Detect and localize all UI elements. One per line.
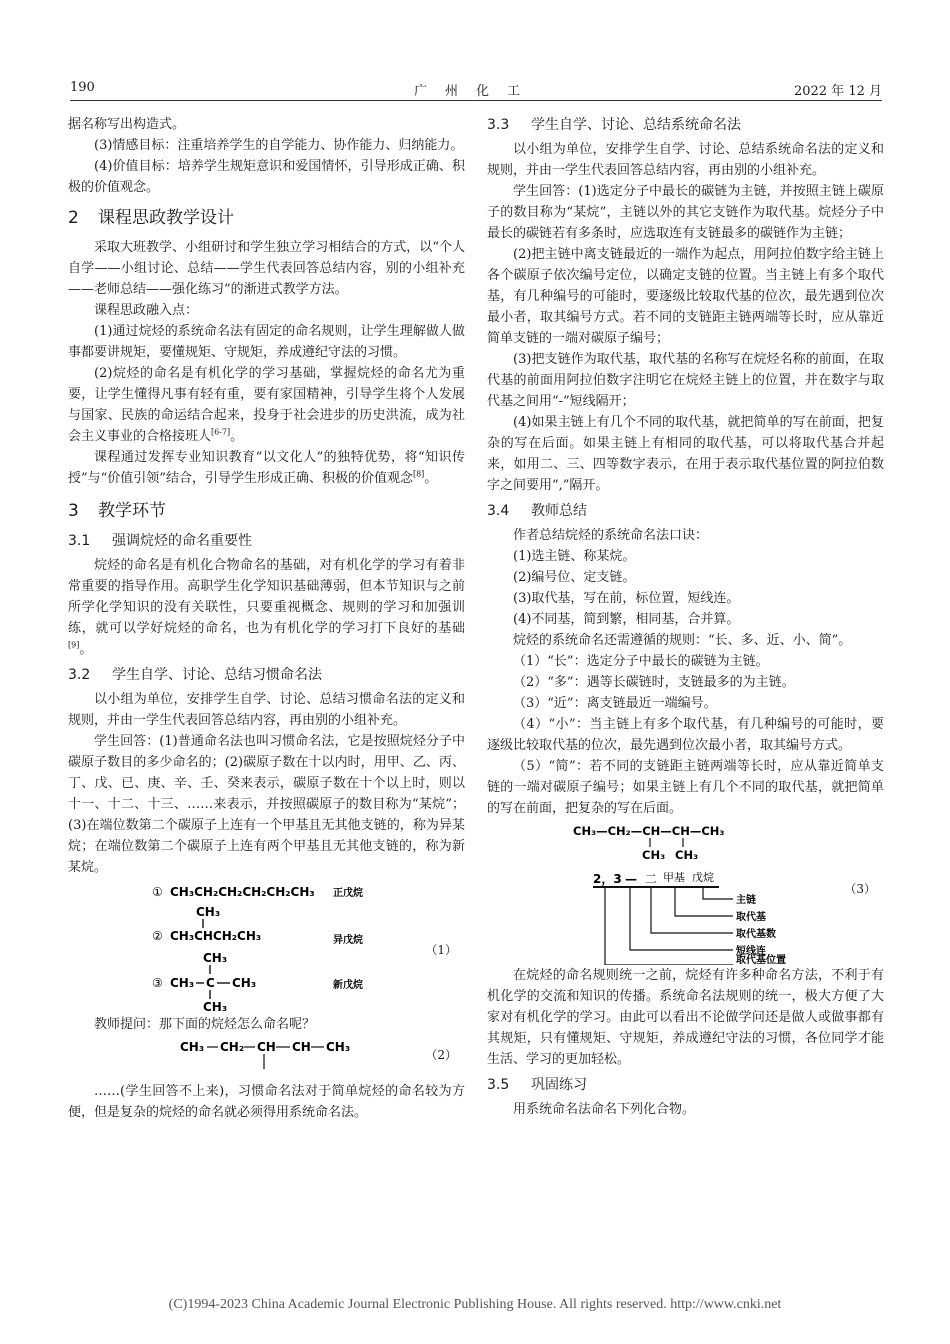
rule-item: （5）“简”：若不同的支链距主链两端等长时，应从靠近简单支链的一端对碳原子编号；如果主链上有几个不同的取代基，就把简单的写在前面，把复杂的写在后面。 (487, 759, 884, 816)
paragraph: (2)烷烃的命名是有机化学的学习基础，掌握烷烃的命名尤为重要，让学生懂得凡事有轻有重，要有家国精神，引导学生将个人发展与国家、民族的命运结合起来，投身于社会进步的历史洪流，成为社会主义事业的合格接班人[6-7]。 (68, 366, 465, 444)
paragraph: 教师提问：那下面的烷烃怎么命名呢？ (94, 1017, 316, 1032)
list-item: (2)编号位、定支链。 (513, 570, 636, 585)
svg-text:CH₃: CH₃ (326, 1040, 351, 1054)
svg-text:CH₃: CH₃ (170, 976, 195, 990)
left-column (68, 114, 465, 1123)
list-item: (4)不同基，简到繁，相同基，合并算。 (513, 612, 740, 627)
svg-text:2，3: 2，3 (593, 872, 622, 886)
issue-date: 2022 年 12 月 (793, 84, 882, 99)
objective-4: (4)价值目标：培养学生规矩意识和爱国情怀，引导形成正确、积极的价值观念。 (68, 159, 465, 195)
subsection-heading-3-2: 3.2 学生自学、讨论、总结习惯命名法 (68, 667, 322, 683)
svg-text:—: — (625, 872, 637, 886)
svg-text:CH₃: CH₃ (196, 905, 221, 919)
svg-text:取代基数: 取代基数 (736, 929, 776, 940)
equation-number: （3） (844, 882, 876, 896)
paragraph: (4)如果主链上有几个不同的取代基，就把简单的写在前面，把复杂的写在后面。如果主链上有相同的取代基，可以将取代基合并起来，如用二、三、四等数字表示，在用于表示取代基位置的阿拉伯数字之间要用“,”隔开。 (487, 415, 884, 493)
svg-text:CH₃: CH₃ (203, 951, 228, 965)
journal-name: 广州化工 (413, 84, 538, 99)
paragraph: 作者总结烷烃的系统命名法口诀： (513, 528, 709, 543)
svg-text:短线连: 短线连 (736, 946, 766, 957)
paragraph: 课程思政融入点： (94, 303, 199, 318)
copyright-footer: (C)1994-2023 China Academic Journal Electronic Publishing House. All rights reserved. http://www.cnki.net (168, 1297, 782, 1312)
objective-3: (3)情感目标：注重培养学生的自学能力、协作能力、归纳能力。 (94, 138, 464, 153)
page-number: 190 (70, 80, 95, 95)
svg-text:CH₃: CH₃ (642, 848, 666, 862)
paragraph: 课程通过发挥专业知识教育“以文化人”的独特优势，将“知识传授”与“价值引领”结合，引导学生形成正确、积极的价值观念[8]。 (68, 450, 465, 486)
svg-text:CH₃: CH₃ (203, 1000, 228, 1014)
paragraph: 据名称写出构造式。 (68, 117, 186, 132)
formula-2 (68, 1035, 465, 1081)
pentane-isomers-structures (68, 878, 465, 1014)
svg-text:CH: CH (292, 1040, 311, 1054)
citation: [9] (68, 640, 80, 650)
formula-3 (487, 819, 884, 965)
svg-text:CH₃: CH₃ (675, 848, 699, 862)
header-rule (70, 100, 882, 101)
citation: [6-7] (211, 427, 231, 437)
svg-text:CH₃CHCH₂CH₃: CH₃CHCH₂CH₃ (170, 929, 262, 943)
rule-item: （1）“长”：选定分子中最长的碳链为主链。 (513, 654, 769, 669)
svg-text:二: 二 (645, 872, 658, 886)
list-item: (1)选主链、称某烷。 (513, 549, 636, 564)
svg-text:CH: CH (257, 1040, 276, 1054)
right-column (487, 114, 884, 1120)
formula-1 (68, 878, 465, 1014)
equation-number: （2） (425, 1048, 457, 1062)
svg-text:戊烷: 戊烷 (692, 871, 714, 884)
naming-diagram (487, 819, 884, 965)
paragraph: (1)通过烷烃的系统命名法有固定的命名规则，让学生理解做人做事都要讲规矩，要懂规矩、守规矩，养成遵纪守法的习惯。 (68, 324, 465, 360)
rule-item: （3）“近”：离支链最近一端编号。 (513, 696, 717, 711)
paragraph: 采取大班教学、小组研讨和学生独立学习相结合的方式，以“个人自学——小组讨论、总结——学生代表回答总结内容，别的小组补充——老师总结——强化练习”的渐进式教学方法。 (68, 240, 465, 297)
paragraph: 烷烃的命名是有机化合物命名的基础，对有机化学的学习有着非常重要的指导作用。高职学生化学知识基础薄弱，但本节知识与之前所学化学知识的没有关联性，只要重视概念、规则的学习和加强训练，就可以学好烷烃的命名，也为有机化学的学习打下良好的基础[9]。 (68, 558, 465, 657)
section-heading-2: 2 课程思政教学设计 (68, 208, 234, 228)
svg-text:CH₃: CH₃ (180, 1040, 205, 1054)
rule-item: （4）“小”：当主链上有多个取代基，有几种编号的可能时，要逐级比较取代基的位次，最先遇到位次最小者，取其编号方式。 (487, 717, 884, 753)
subsection-heading-3-3: 3.3 学生自学、讨论、总结系统命名法 (487, 117, 741, 133)
paragraph: 学生回答：(1)选定分子中最长的碳链为主链，并按照主链上碳原子的数目称为“某烷”，主链以外的其它支链作为取代基。烷烃分子中最长的碳链若有多条时，应选取连有支链最多的碳链作为主链； (487, 184, 884, 241)
page-header (70, 80, 882, 100)
paragraph: ……(学生回答不上来)，习惯命名法对于简单烷烃的命名较为方便，但是复杂的烷烃的命名就必须得用系统命名法。 (68, 1084, 465, 1120)
svg-text:取代基: 取代基 (736, 912, 766, 923)
svg-text:②: ② (152, 929, 163, 943)
svg-text:异戊烷: 异戊烷 (333, 935, 363, 946)
subsection-heading-3-4: 3.4 教师总结 (487, 503, 587, 519)
paragraph: (2)把主链中离支链最近的一端作为起点，用阿拉伯数字给主链上各个碳原子依次编号定位，以确定支链的位置。当主链上有多个取代基，有几种编号的可能时，要逐级比较取代基的位次，最先遇到位次最小者，取其编号方式。若不同的支链距主链两端等长时，应从靠近简单支链的一端对碳原子编号； (487, 247, 884, 346)
svg-text:正戊烷: 正戊烷 (333, 888, 363, 899)
svg-text:③: ③ (152, 976, 163, 990)
svg-text:CH₃—CH₂—CH—CH—CH₃: CH₃—CH₂—CH—CH—CH₃ (573, 824, 725, 838)
subsection-heading-3-5: 3.5 巩固练习 (487, 1077, 587, 1093)
svg-text:甲基: 甲基 (663, 871, 685, 884)
svg-text:CH₂: CH₂ (220, 1040, 245, 1054)
rule-item: （2）“多”：遇等长碳链时，支链最多的为主链。 (513, 675, 795, 690)
subsection-heading-3-1: 3.1 强调烷烃的命名重要性 (68, 533, 252, 549)
equation-number: （1） (425, 943, 457, 957)
paragraph: 学生回答：(1)普通命名法也叫习惯命名法，它是按照烷烃分子中碳原子数目的多少命名的；(2)碳原子数在十以内时，用甲、乙、丙、丁、戊、已、庚、辛、壬、癸来表示，碳原子数在十个以上时，则以十一、十二、十三、……来表示，并按照碳原子的数目称为“某烷”；(3)在端位数第二个碳原子上连有一个甲基且无其他支链的，称为异某烷；在端位数第二个碳原子上连有两个甲基且无其他支链的，称为新某烷。 (68, 734, 465, 875)
paragraph: 以小组为单位，安排学生自学、讨论、总结习惯命名法的定义和规则，并由一学生代表回答总结内容，再由别的小组补充。 (68, 692, 465, 728)
paragraph: 以小组为单位，安排学生自学、讨论、总结系统命名法的定义和规则，并由一学生代表回答总结内容，再由别的小组补充。 (487, 142, 884, 178)
citation: [8] (412, 469, 425, 479)
paragraph: 用系统命名法命名下列化合物。 (513, 1102, 696, 1117)
section-heading-3: 3 教学环节 (68, 501, 166, 521)
svg-text:新戊烷: 新戊烷 (333, 980, 363, 991)
svg-text:主链: 主链 (736, 895, 756, 906)
paragraph: 在烷烃的命名规则统一之前，烷烃有许多种命名方法，不利于有机化学的交流和知识的传播。系统命名法规则的统一，极大方便了大家对有机化学的学习。由此可以看出不论做学问还是做人或做事都有其规矩，只有懂规矩、守规矩，养成遵纪守法的习惯，各位同学才能生活、学习的更加轻松。 (487, 968, 884, 1067)
svg-text:取代基位置: 取代基位置 (736, 955, 786, 965)
alkane-structure-2 (68, 1035, 465, 1081)
paragraph: (3)把支链作为取代基，取代基的名称写在烷烃名称的前面，在取代基的前面用阿拉伯数字注明它在烷烃主链上的位置，并在数字与取代基之间用“-”短线隔开； (487, 352, 884, 409)
svg-text:CH₃CH₂CH₂CH₂CH₂CH₃: CH₃CH₂CH₂CH₂CH₂CH₃ (170, 885, 315, 899)
paragraph: 烷烃的系统命名还需遵循的规则：“长、多、近、小、简”。 (513, 633, 852, 648)
list-item: (3)取代基，写在前，标位置，短线连。 (513, 591, 740, 606)
svg-text:C: C (206, 976, 215, 990)
svg-text:CH₃: CH₃ (232, 976, 257, 990)
svg-text:①: ① (152, 885, 163, 899)
